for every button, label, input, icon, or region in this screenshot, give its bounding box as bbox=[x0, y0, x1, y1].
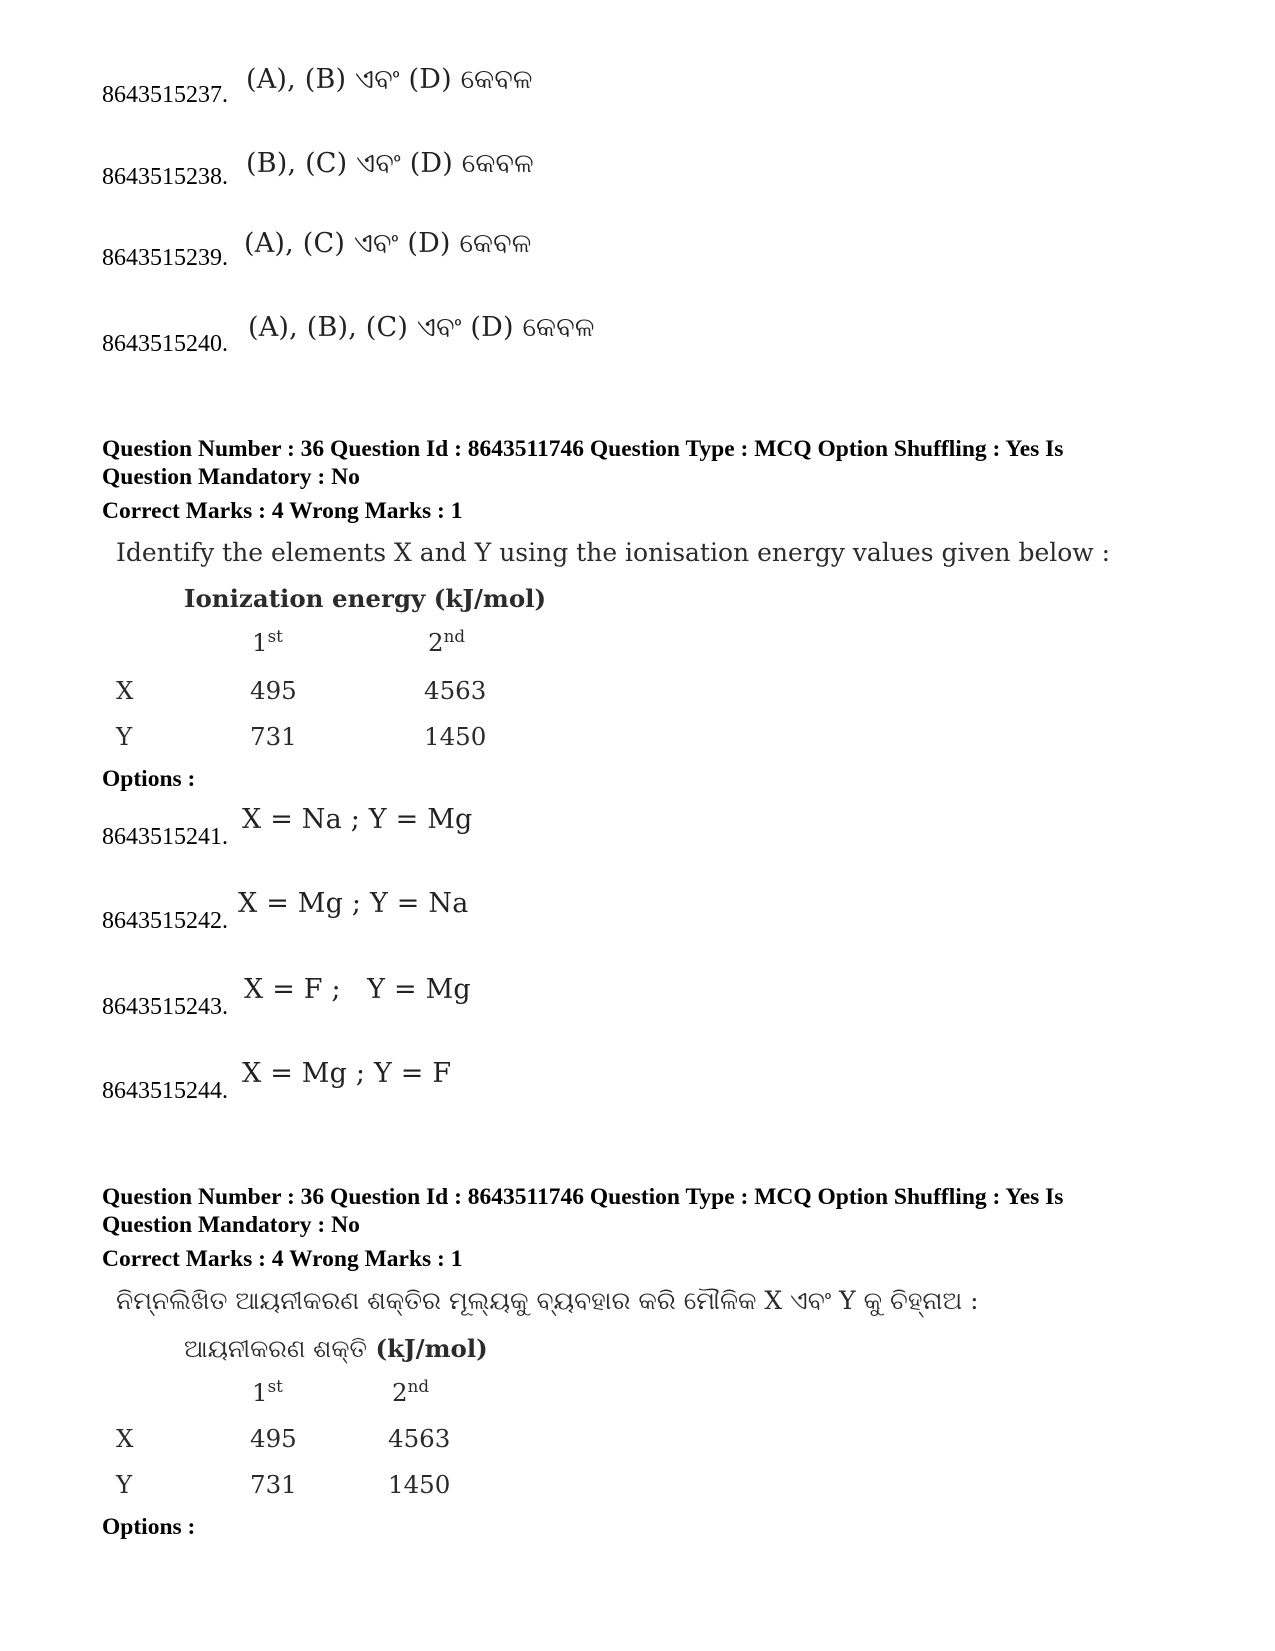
second-ie-value: 4563 bbox=[388, 1424, 451, 1453]
option-text: X = Mg ; Y = Na bbox=[238, 888, 469, 919]
option-id: 8643515237. bbox=[102, 82, 228, 108]
option-text: (A), (B) ଏବଂ (D) କେବଳ bbox=[246, 64, 533, 95]
row-label: X bbox=[116, 1424, 134, 1453]
first-ie-value: 495 bbox=[250, 676, 297, 705]
option-id: 8643515244. bbox=[102, 1078, 228, 1104]
marks-line: Correct Marks : 4 Wrong Marks : 1 bbox=[102, 1246, 463, 1272]
row-label: Y bbox=[116, 722, 133, 751]
row-label: X bbox=[116, 676, 134, 705]
second-ie-value: 4563 bbox=[424, 676, 487, 705]
option-text: (B), (C) ଏବଂ (D) କେବଳ bbox=[246, 148, 534, 179]
option-text: (A), (C) ଏବଂ (D) କେବଳ bbox=[244, 228, 532, 259]
option-id: 8643515242. bbox=[102, 908, 228, 934]
row-label: Y bbox=[116, 1470, 133, 1499]
first-ie-value: 731 bbox=[250, 1470, 297, 1499]
option-id: 8643515243. bbox=[102, 994, 228, 1020]
option-text: X = Mg ; Y = F bbox=[242, 1058, 452, 1089]
column-header-second: 2nd bbox=[428, 626, 465, 657]
option-id: 8643515240. bbox=[102, 331, 228, 357]
column-header-first: 1st bbox=[252, 626, 283, 657]
first-ie-value: 495 bbox=[250, 1424, 297, 1453]
column-header-second: 2nd bbox=[392, 1376, 429, 1407]
option-id: 8643515241. bbox=[102, 824, 228, 850]
option-text: (A), (B), (C) ଏବଂ (D) କେବଳ bbox=[248, 312, 595, 343]
question-mandatory: Question Mandatory : No bbox=[102, 464, 360, 490]
options-label: Options : bbox=[102, 1514, 196, 1540]
question-header: Question Number : 36 Question Id : 8643511746 Question Type : MCQ Option Shuffling : Yes Is bbox=[102, 1184, 1064, 1210]
table-title: ଆୟନୀକରଣ ଶକ୍ତି (kJ/mol) bbox=[184, 1334, 488, 1363]
option-id: 8643515239. bbox=[102, 245, 228, 271]
table-title: Ionization energy (kJ/mol) bbox=[184, 584, 547, 613]
question-text: Identify the elements X and Y using the ionisation energy values given below : bbox=[116, 538, 1111, 567]
first-ie-value: 731 bbox=[250, 722, 297, 751]
question-header: Question Number : 36 Question Id : 8643511746 Question Type : MCQ Option Shuffling : Yes Is bbox=[102, 436, 1064, 462]
second-ie-value: 1450 bbox=[388, 1470, 451, 1499]
marks-line: Correct Marks : 4 Wrong Marks : 1 bbox=[102, 498, 463, 524]
second-ie-value: 1450 bbox=[424, 722, 487, 751]
question-mandatory: Question Mandatory : No bbox=[102, 1212, 360, 1238]
options-label: Options : bbox=[102, 766, 196, 792]
option-text: X = F ; Y = Mg bbox=[244, 974, 471, 1005]
option-text: X = Na ; Y = Mg bbox=[242, 804, 473, 835]
question-text: ନିମ୍ନଲିଖିତ ଆୟନୀକରଣ ଶକ୍ତିର ମୂଲ୍ୟକୁ ବ୍ୟବହାର କରି ମୌଳିକ X ଏବଂ Y କୁ ଚିହ୍ନାଅ : bbox=[116, 1286, 979, 1315]
option-id: 8643515238. bbox=[102, 164, 228, 190]
column-header-first: 1st bbox=[252, 1376, 283, 1407]
